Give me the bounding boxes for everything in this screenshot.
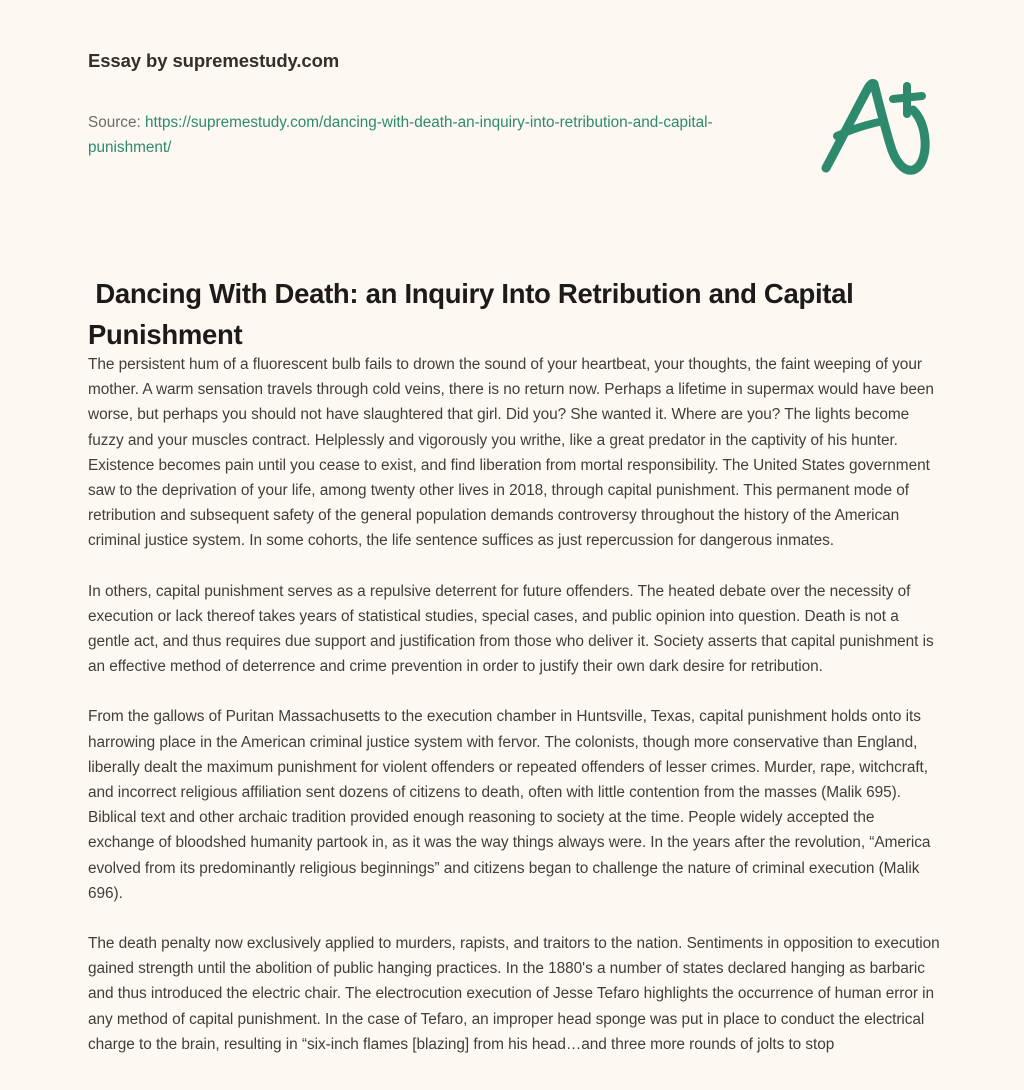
paragraph: The death penalty now exclusively applied to murders, rapists, and traitors to the nation. Sentiments in opposition to execution gained strength until the abolition of public hanging practices. In the 1880's a number of states declared hanging as barbaric and thus introduced the electric chair. The electrocution execution of Jesse Tefaro highlights the occurrence of human error in any method of capital punishment. In the case of Tefaro, an improper head sponge was put in place to conduct the electrical charge to the brain, resulting in “six-inch flames [blazing] from his head…and three more rounds of jolts to stop [88,935,940,1053]
source-line [88,110,778,160]
paragraph: From the gallows of Puritan Massachusetts to the execution chamber in Huntsville, Texas, capital punishment holds onto its harrowing place in the American criminal justice system with fervor. The colonists, though more conservative than England, liberally dealt the maximum punishment for violent offenders or repeated offenders of lesser crimes. Murder, rape, witchcraft, and incorrect religious affiliation sent dozens of citizens to death, often with little contention from the masses (Malik 695). Biblical text and other archaic tradition provided enough reasoning to society at the time. People widely accepted the exchange of bloodshed humanity partook in, as it was the way things always were. In the years after the revolution, “America evolved from its predominantly religious beginnings” and citizens began to challenge the nature of criminal execution (Malik 696). [88,708,931,902]
byline: Essay by supremestudy.com [88,50,340,71]
article-body [88,352,944,1057]
source-label: Source: [88,114,141,131]
page-title: Dancing With Death: an Inquiry Into Retribution and Capital Punishment [88,278,861,351]
page-header [0,0,1024,200]
paragraph: In others, capital punishment serves as a repulsive deterrent for future offenders. The heated debate over the necessity of execution or lack thereof takes years of statistical studies, special cases, and public opinion into question. Death is not a gentle act, and thus requires due support and justification from those who deliver it. Society asserts that capital punishment is an effective method of deterrence and crime prevention in order to justify their own dark desire for retribution. [88,582,934,676]
a-plus-logo-icon [812,62,940,190]
paragraph: The persistent hum of a fluorescent bulb fails to drown the sound of your heartbeat, your thoughts, the faint weeping of your mother. A warm sensation travels through cold veins, there is no return now. Perhaps a lifetime in supermax would have been worse, but perhaps you should not have slaughtered that girl. Did you? She wanted it. Where are you? The lights become fuzzy and your muscles contract. Helplessly and vigorously you writhe, like a great predator in the captivity of his hunter. Existence becomes pain until you cease to exist, and find liberation from mortal responsibility. The United States government saw to the deprivation of your life, among twenty other lives in 2018, through capital punishment. This permanent mode of retribution and subsequent safety of the general population demands controversy throughout the history of the American criminal justice system. In some cohorts, the life sentence suffices as just repercussion for dangerous inmates. [88,356,934,550]
source-url-link[interactable]: https://supremestudy.com/dancing-with-death-an-inquiry-into-retribution-and-capital-punishment/ [88,114,713,156]
a-plus-logo[interactable] [812,62,940,190]
